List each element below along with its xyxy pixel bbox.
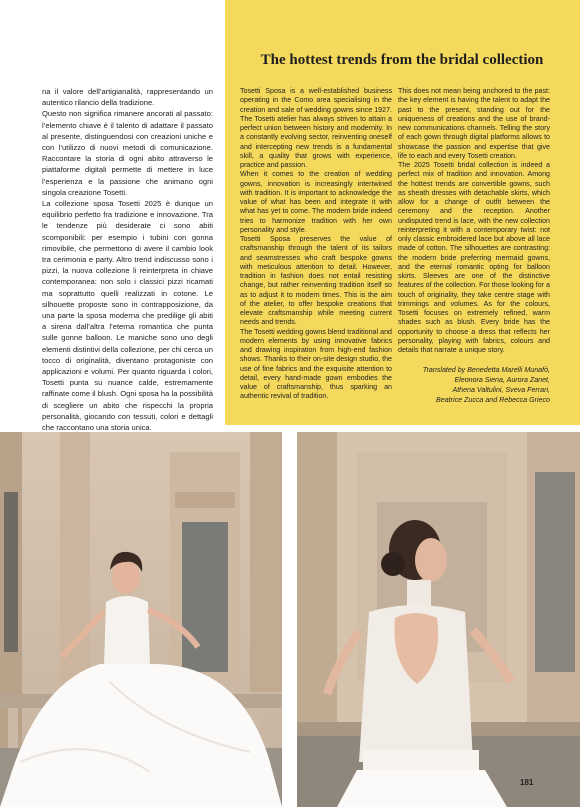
bride-photo-full-length <box>0 432 282 807</box>
english-text-column-2 <box>398 87 550 405</box>
italian-paragraph: na il valore dell’artigianalità, rappresentando un autentico rilancio della tradizione. <box>42 87 213 108</box>
italian-paragraph: Questo non significa rimanere ancorati al passato: l’elemento chiave è il talento di adattare il passato al presente, distinguendosi con creazioni uniche e con l’utilizzo di nuovi metodi di comunicazione. Raccontare la storia di ogni abito attraverso le piattaforme digitali permette di mettere in luce l’esperienza e la passione che animano ogni singola creazione Tosetti. <box>42 109 213 197</box>
italian-paragraph: La collezione sposa Tosetti 2025 è dunque un equilibrio perfetto fra tradizione e innovazione. Tra le tendenze più desiderate ci sono abiti scomponibili: per esempio i tubini con gonna rimovibile, che permettono di avere il cambio look tra cerimonia e party. Altro trend indiscusso sono i pizzi, la nuova collezione li reinterpreta in chiave contemporanea: non solo i classici pizzi ricamati ma soprattutto quelli realizzati in cotone. Le silhouette proposte sono in contrapposizione, da una parte la sposa moderna che predilige gli abiti a sirena dall’altra l’eterna romantica che punta sulle gonne balloon. Le maniche sono uno degli elementi distintivi della collezione, per chi cerca un tocco di originalità, diventano protagoniste con applicazioni e volumi. Per quanto riguarda i colori, Tosetti punta su nuance calde, estremamente raffinate come il blush. Ogni sposa ha la possibilità di scegliere un abito che rispecchi la propria personalità, giocando con tessuti, colori e dettagli che raccontano una storia unica. <box>42 199 213 433</box>
translator-line: Eleonora Siena, Aurora Zanet, <box>454 376 550 385</box>
translator-line: Translated by Benedetta Marelli Munafò, <box>422 366 550 375</box>
italian-text-column <box>42 86 213 446</box>
translators-credit <box>398 366 550 405</box>
bride-photo-back-view <box>297 432 580 807</box>
english-paragraph: The 2025 Tosetti bridal collection is indeed a perfect mix of tradition and innovation. Among the hottest trends are convertible gowns, such as sheath dresses with detachable skirts, which allow for a change of outfit between the ceremony and the reception. Another undisputed trend is lace, with the new collection reinterpreting it with a contemporary twist: not only classic embroidered lace but above all lace made of cotton. The silhouettes are contrasting: the modern bride preferring mermaid gowns, and the eternal romantic opting for balloon skirts. Sleeves are one of the distinctive features of the collection. For those looking for a touch of originality, they take centre stage with trimmings and volumes. As for the colours, Tosetti focuses on extremely refined, warm shades such as blush. Every bride has the opportunity to choose a dress that reflects her personality, playing with fabrics, colours and details that narrate a unique story. <box>398 161 550 354</box>
page-number: 181 <box>520 778 534 787</box>
english-paragraph: When it comes to the creation of wedding gowns, innovation is increasingly intertwined with tradition. It is important to acknowledge the value of what has been and integrate it with what has yet to come. The modern bride indeed tries to harmonize tradition with her own personality and style. <box>240 170 392 234</box>
english-paragraph: This does not mean being anchored to the past: the key element is having the talent to adapt the past to the present, standing out for the uniqueness of creations and the use of brand-new communications channels. Telling the story of each gown through digital platforms allows to showcase the passion and expertise that give life to each and every Tosetti creation. <box>398 87 550 160</box>
translator-line: Beatrice Zucca and Rebecca Grieco <box>436 395 550 404</box>
english-paragraph: Tosetti Sposa preserves the value of craftsmanship through the talent of its tailors and seamstresses who craft bespoke gowns with meticulous attention to detail. However, tradition in fashion does not entail resisting change, but rather reinventing tradition itself so as to adjust it to modern times. This is the aim of the atelier, to offer bespoke creations that elevate craftsmanship while meeting current needs and trends. <box>240 235 392 327</box>
english-text-column-1 <box>240 87 392 402</box>
english-paragraph: Tosetti Sposa is a well-established business operating in the Como area specialising in the creation and sale of wedding gowns since 1927. The Tosetti atelier has always striven to attain a perfect union between history and modernity. In a constantly evolving sector, reinventing oneself and intercepting new trends is a fundamental skill, a quality that grows with experience, practice and passion. <box>240 87 392 169</box>
translator-line: Athena Valtulini, Sveva Ferrari, <box>452 385 550 394</box>
english-paragraph: The Tosetti wedding gowns blend traditional and modern elements by using innovative fabrics and drawing inspiration from high-end fashion shows. Thanks to their on-site design studio, the use of fine fabrics and the exquisite attention to detail, every hand-made gown embodies the value of craftsmanship, thus sparking an authentic revival of tradition. <box>240 327 392 401</box>
headline: The hottest trends from the bridal collection <box>260 52 544 68</box>
